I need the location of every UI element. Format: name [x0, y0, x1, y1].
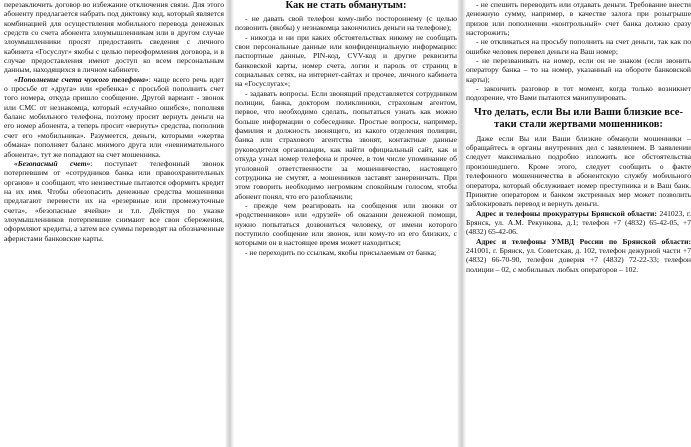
- section-heading-what-to-do: Что делать, если Вы или Ваши близкие все-таки стали жертвами мошенников:: [474, 106, 683, 130]
- police-contacts: [466, 237, 691, 274]
- right-column: [466, 0, 691, 447]
- advice-item: - не спешить переводить или отдавать деньги. Требование внести денежную сумму, например, в качестве залога при розыгрыше призов или пополнении «контрольный» счет банка должно сразу насторожить;: [466, 0, 691, 38]
- police-title: Адрес и телефоны УМВД России по Брянской области:: [476, 236, 691, 246]
- section-heading-how-not-to-be-deceived: Как не стать обманутым:: [285, 0, 407, 11]
- prosecutor-contacts: [466, 209, 691, 237]
- advice-item: - не перезванивать на номер, если он не знаком (если звонить оператору банка – то на номер, указанный на обороте банковской карты);: [466, 56, 691, 84]
- topup-title: «Пополнение счета чужого телефона»: [14, 74, 149, 84]
- left-column: [4, 0, 224, 447]
- prosecutor-title: Адрес и телефоны прокуратуры Брянской области:: [476, 208, 657, 218]
- advice-item: - не давать свой телефон кому-либо постороннему (с целью позвонить (якобы) у незнакомца закончились деньги на телефоне);: [235, 14, 457, 33]
- advice-item: - не откликаться на просьбу пополнить на счет деньги, так как по ошибке человек перевел деньги на Ваш номер;: [466, 37, 691, 56]
- advice-item: - никогда и ни при каких обстоятельствах никому не сообщать свои персональные данные или конфиденциальную информацию: паспортные данные, PIN-код, CVV-код и другие реквизиты банковской карты, номер счета, логин и пароль от страниц в социальных сетях, на интернет-сайтах и прочее, личного кабинета на «Госуслугах»;: [235, 32, 457, 89]
- paragraph-safe-account: [4, 159, 224, 243]
- safe-account-text: : поступает телефонный звонок потерпевшим от «сотрудников банка или правоохранительных органов» и сообщают, что неизвестные пытаются оформить кредит на их имя. Чтобы обезопасить денежные средства мошенники предлагают перевести их на «резервные или промежуточные счета», «безопасные ячейки» и т.п. Действуя по указке злоумышленников потерпевшие снимают все свои сбережения, оформляют кредиты, а затем все суммы переводят на обозначенные аферистами банковские карты.: [4, 158, 224, 243]
- paragraph-what-to-do: Даже если Вы или Ваши близкие обманули мошенники – обращайтесь в органы внутренних дел с заявлением. В заявлении следует максимально подробно изложить все обстоятельства произошедшего. Кроме этого, следует сообщить о факте телефонного мошенничества в абонентскую службу мобильного оператора, который обслуживает номер преступника и в Ваш банк. Принятие оператором и банком экстренных мер может позволить заблокировать перевод и вернуть деньги.: [466, 133, 691, 209]
- safe-account-title: «Безопасный счет»: [14, 158, 91, 168]
- column-divider: [225, 0, 234, 447]
- advice-item: - не переходить по ссылкам, якобы присылаемым от банка;: [245, 247, 437, 257]
- column-divider: [457, 0, 466, 447]
- middle-column: [235, 0, 457, 447]
- paragraph-reissue-contract: перезаключить договор во избежание отключения связи. Для этого абоненту предлагается набрать под диктовку код, который является комбинацией для осуществления мобильного перевода денежных средств со счета абонента злоумышленникам или в другом случае злоумышленники просят предоставить сведения с личного кабинета «Госуслуг» якобы с целью переоформления договора, и в случае предоставления имеют доступ ко всем персональным данным, находящихся в личном кабинете.: [4, 0, 224, 75]
- topup-text: : чаще всего речь идет о просьбе от «друга» или «ребенка» с просьбой пополнить счет того номера, откуда пришло сообщение. Другой вариант - звонок или СМС от незнакомца, который «случайно ошибся», пополняя баланс мобильного телефона, поэтому просит вернуть деньги на его номер абонента, а теперь просит «вернуть» средства, пополнив счет его «мобильника». Разумеется, деньги, которыми «жертва обмана» пополняет баланс мнимого друга или «невнимательного абонента», тут же попадают на счет мошенника.: [4, 74, 224, 159]
- paragraph-topup-other-phone: [4, 75, 224, 159]
- prosecutor-text: 241023, г. Брянск, ул. А.М. Рекункова, д.1; телефон +7 (4832) 65-42-05, +7 (4832) 65-42-06.: [466, 208, 691, 237]
- advice-item: - закончить разговор в тот момент, когда только возникнет подозрение, что Вами пытаются манипулировать.: [466, 84, 691, 103]
- advice-item: - задавать вопросы. Если звонящий представляется сотрудником полиции, банка, доктором поликлиники, страховым агентом, первое, что необходимо сделать, попытаться узнать как можно больше информации о собеседнике. Простые вопросы, например, фамилия и должность звонящего, из какого отделения полиции, банка или страхового агентства звонят, контактные данные руководителя организации, как найти официальный сайт, как и откуда узнал номер телефона и прочее, в том числе упоминание об уголовной ответственности за мошенничество, настоящего сотрудника не смутят, а мошенников заставят занервничать. При этом говорить необходимо негромким спокойным голосом, чтобы абонент понял, что его разоблачили;: [235, 88, 457, 201]
- advice-item: - прежде чем реагировать на сообщения или звонки от «родственников» или «друзей» об оказании денежной помощи, нужно попытаться дозвониться человеку, от имени которого поступило сообщение или звонок, или кому-то из его близких, с которыми он в настоящее время может находиться;: [235, 200, 457, 248]
- police-text: 241001, г. Брянск, ул. Советская, д. 102, телефон дежурной части +7 (4832) 66-70-90, телефон доверия +7 (4832) 72-22-33; телефон полиции – 02, с мобильных любых операторов – 102.: [466, 245, 691, 274]
